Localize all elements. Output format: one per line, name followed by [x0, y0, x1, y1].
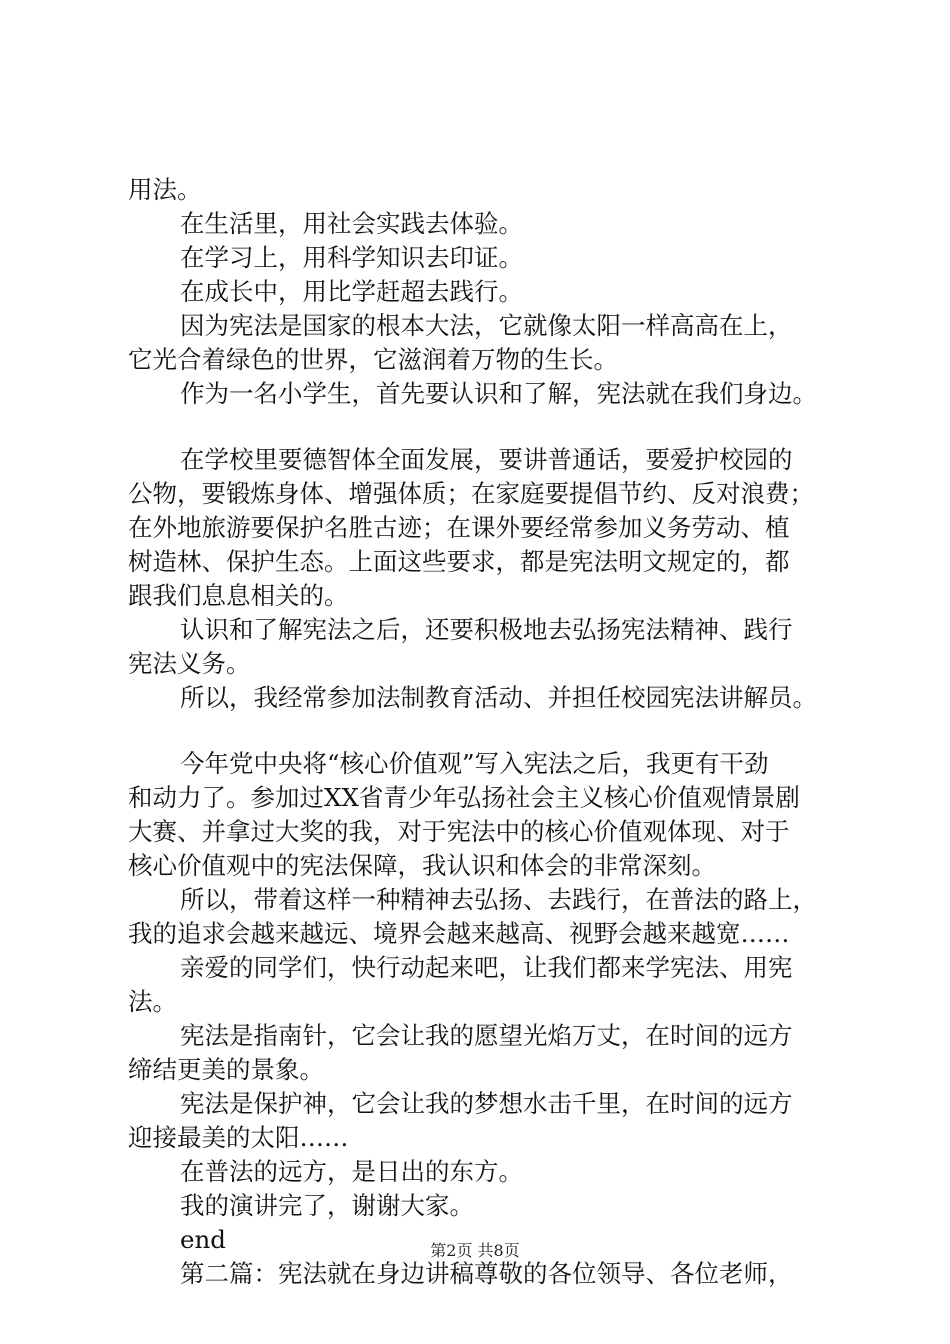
text-line: 今年党中央将“核心价值观”写入宪法之后，我更有干劲	[180, 749, 769, 778]
text-line: 迎接最美的太阳……	[128, 1123, 349, 1152]
text-line: 因为宪法是国家的根本大法，它就像太阳一样高高在上，	[180, 311, 793, 340]
text-line: 我的演讲完了，谢谢大家。	[180, 1191, 474, 1220]
text-line: 在学习上，用科学知识去印证。	[180, 243, 523, 272]
text-line: 法。	[128, 987, 177, 1016]
text-line: 在普法的远方，是日出的东方。	[180, 1157, 523, 1186]
text-line: 缔结更美的景象。	[128, 1055, 324, 1084]
text-line: 跟我们息息相关的。	[128, 581, 349, 610]
text-line: 宪法义务。	[128, 649, 251, 678]
text-line: 公物，要锻炼身体、增强体质；在家庭要提倡节约、反对浪费；	[128, 479, 814, 508]
text-line: end	[180, 1225, 226, 1254]
text-line: 它光合着绿色的世界，它滋润着万物的生长。	[128, 345, 618, 374]
text-line: 核心价值观中的宪法保障，我认识和体会的非常深刻。	[128, 851, 716, 880]
text-line: 用法。	[128, 175, 202, 204]
text-line: 在成长中，用比学赶超去践行。	[180, 277, 523, 306]
text-line: 宪法是指南针，它会让我的愿望光焰万丈，在时间的远方	[180, 1021, 793, 1050]
text-line: 作为一名小学生，首先要认识和了解，宪法就在我们身边。	[180, 379, 817, 408]
text-line: 和动力了。参加过XX省青少年弘扬社会主义核心价值观情景剧	[128, 783, 800, 812]
text-line: 宪法是保护神，它会让我的梦想水击千里，在时间的远方	[180, 1089, 793, 1118]
text-line: 第二篇：宪法就在身边讲稿尊敬的各位领导、各位老师，	[180, 1259, 793, 1288]
text-line: 所以，我经常参加法制教育活动、并担任校园宪法讲解员。	[180, 683, 817, 712]
text-line: 我的追求会越来越远、境界会越来越高、视野会越来越宽……	[128, 919, 790, 948]
text-line: 认识和了解宪法之后，还要积极地去弘扬宪法精神、践行	[180, 615, 793, 644]
text-line: 树造林、保护生态。上面这些要求，都是宪法明文规定的，都	[128, 547, 790, 576]
text-line: 在外地旅游要保护名胜古迹；在课外要经常参加义务劳动、植	[128, 513, 790, 542]
page-number-footer: 第2页 共8页	[430, 1241, 520, 1260]
text-line: 所以，带着这样一种精神去弘扬、去践行，在普法的路上，	[180, 885, 817, 914]
text-line: 亲爱的同学们，快行动起来吧，让我们都来学宪法、用宪	[180, 953, 793, 982]
text-line: 在生活里，用社会实践去体验。	[180, 209, 523, 238]
text-line: 在学校里要德智体全面发展，要讲普通话，要爱护校园的	[180, 445, 793, 474]
text-line: 大赛、并拿过大奖的我，对于宪法中的核心价值观体现、对于	[128, 817, 790, 846]
